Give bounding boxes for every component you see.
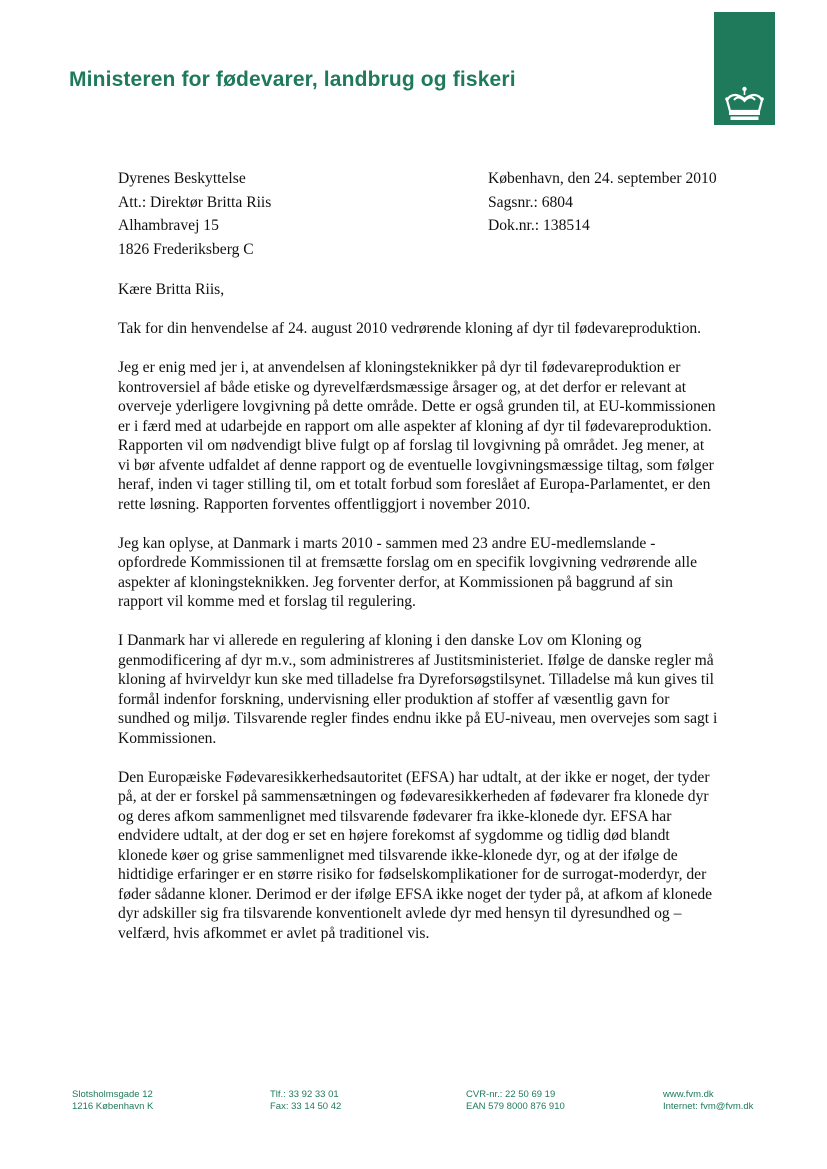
ministry-logo [714,12,775,125]
case-number: Sagsnr.: 6804 [488,193,573,211]
footer-cvr: CVR-nr.: 22 50 69 19 [466,1089,556,1100]
paragraph-4: I Danmark har vi allerede en regulering af kloning i den danske Lov om Kloning og genmodificering af dyr m.v., som administreres af Justitsministeriet. Ifølge de danske regler må kloning af hvirveldyr kun ske med tilladelse fra Dyreforsøgstilsynet. Tilladelse må kun gives til formål indenfor forskning, undervisning eller produktion af stoffer af væsentlig gavn for sundhed og miljø. Tilsvarende regler findes endnu ikke på EU-niveau, men overvejes som sagt i Kommissionen. [118,632,718,747]
footer-city: 1216 København K [72,1101,154,1112]
letter-meta [488,167,717,238]
recipient-address [118,167,271,261]
footer-contact [663,1089,753,1113]
footer-address [72,1089,153,1113]
recipient-attention: Att.: Direktør Britta Riis [118,193,272,211]
footer-fax: Fax: 33 14 50 42 [270,1101,342,1112]
paragraph-1: Tak for din henvendelse af 24. august 2010 vedrørende kloning af dyr til fødevareproduktion. [118,320,702,337]
footer-web[interactable]: www.fvm.dk [663,1089,714,1100]
salutation: Kære Britta Riis, [118,281,225,298]
footer-email[interactable]: Internet: fvm@fvm.dk [663,1101,754,1112]
paragraph-5: Den Europæiske Fødevaresikkerhedsautoritet (EFSA) har udtalt, at der ikke er noget, der tyder på, at der er forskel på sammensætningen og fødevaresikkerheden af fødevarer fra klonede dyr og deres afkom sammenlignet med tilsvarende fødevarer fra ikke-klonede dyr. EFSA har endvidere udtalt, at der dog er set en højere forekomst af sygdomme og tidlig død blandt klonede køer og grise sammenlignet med tilsvarende ikke-klonede dyr, og at der ifølge de hidtidige erfaringer er en større risiko for fødselskomplikationer for de surrogat-moderdyr, der føder sådanne kloner. Derimod er der ifølge EFSA ikke noget der tyder på, at afkom af klonede dyr adskiller sig fra tilsvarende konventionelt avlede dyr med hensyn til dyresundhed og –velfærd, hvis afkommet er avlet på traditionel vis. [118,768,713,942]
letter-date: København, den 24. september 2010 [488,170,717,187]
letter-body [118,280,718,963]
recipient-street: Alhambravej 15 [118,217,219,234]
footer-phone: Tlf.: 33 92 33 01 [270,1089,339,1100]
paragraph-3: Jeg kan oplyse, at Danmark i marts 2010 - sammen med 23 andre EU-medlemslande - opfordrede Kommissionen til at fremsætte forslag om en specifik lovgivning vedrørende alle aspekter af kloningsteknikken. Jeg forventer derfor, at Kommissionen på baggrund af sin rapport vil komme med et forslag til regulering. [118,534,697,610]
crown-icon [724,86,765,122]
footer-phone-block [270,1089,341,1113]
recipient-name: Dyrenes Beskyttelse [118,170,246,187]
paragraph-2: Jeg er enig med jer i, at anvendelsen af kloningsteknikker på dyr til fødevareproduktion er kontroversiel af både etiske og dyrevelfærdsmæssige årsager og, at det derfor er relevant at overveje yderligere lovgivning på dette område. Dette er også grunden til, at EU-kommissionen er i færd med at udarbejde en rapport om alle aspekter af kloning af dyr til fødevareproduktion. Rapporten vil om nødvendigt blive fulgt op af forslag til lovgivning på området. Jeg mener, at vi bør afvente udfaldet af denne rapport og de eventuelle lovgivningsmæssige tiltag, som følger heraf, inden vi tager stilling til, om et totalt forbud som foreslået af Europa-Parlamentet, er den rette løsning. Rapporten forventes offentliggjort i november 2010. [118,359,716,513]
document-number: Dok.nr.: 138514 [488,217,590,234]
recipient-city: 1826 Frederiksberg C [118,240,254,258]
ministry-title: Ministeren for fødevarer, landbrug og fiskeri [69,68,516,91]
footer-registration [466,1089,565,1113]
footer-street: Slotsholmsgade 12 [72,1089,153,1100]
footer-ean: EAN 579 8000 876 910 [466,1101,565,1112]
